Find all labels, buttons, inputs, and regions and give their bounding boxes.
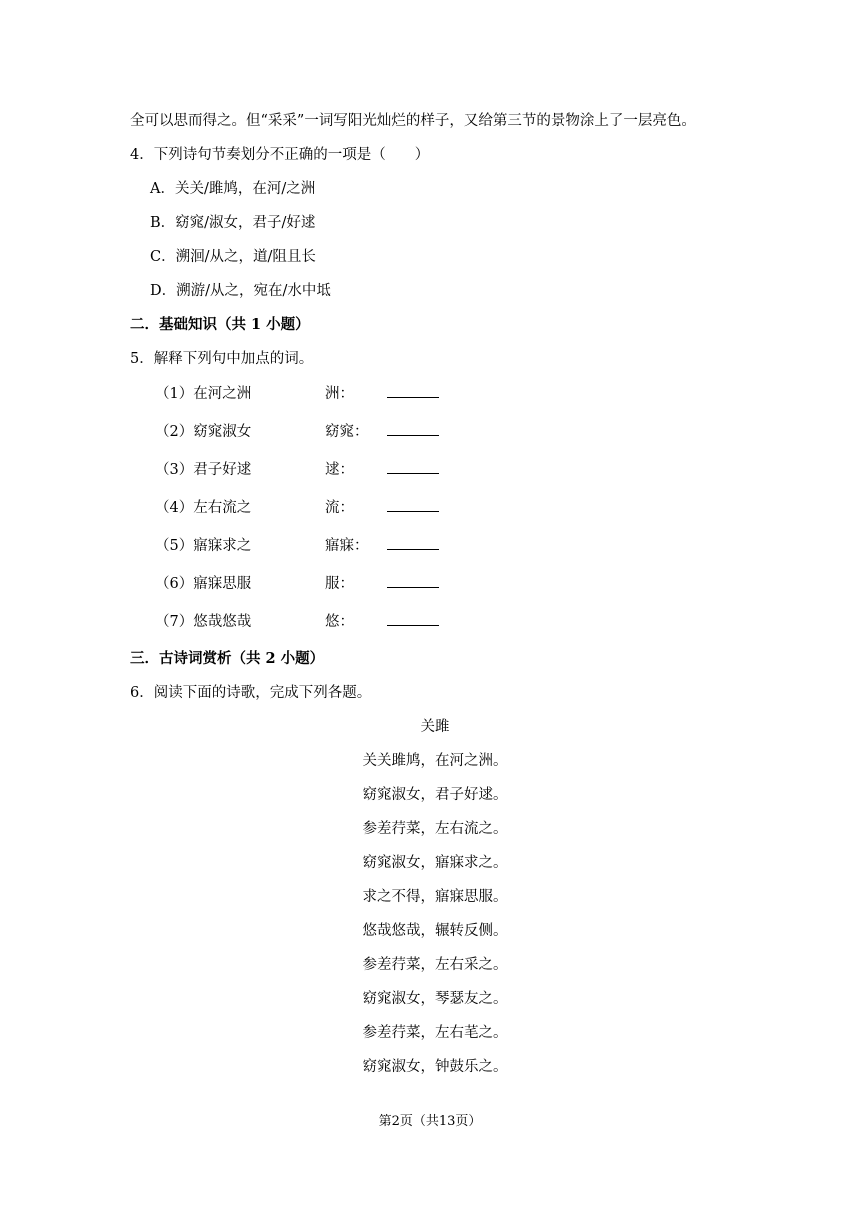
poem-line: 窈窕淑女，钟鼓乐之。 — [362, 1059, 508, 1075]
vocab-word: 悠： — [325, 614, 354, 630]
vocab-word: 逑： — [325, 462, 354, 478]
vocab-row-7 — [155, 611, 439, 632]
answer-blank — [387, 497, 439, 512]
vocab-phrase: （7）悠哉悠哉 — [155, 614, 252, 630]
section-2-title: 二．基础知识（共 1 小题） — [130, 316, 310, 333]
vocab-phrase: （4）左右流之 — [155, 500, 252, 516]
vocab-phrase: （5）寤寐求之 — [155, 538, 252, 554]
section-3-title: 三．古诗词赏析（共 2 小题） — [130, 650, 325, 667]
vocab-word: 寤寐： — [325, 538, 369, 554]
poem-title: 关雎 — [420, 719, 450, 735]
poem-line: 关关雎鸠，在河之洲。 — [362, 753, 508, 769]
vocab-word: 洲： — [325, 386, 354, 402]
question-4-option-d: D．溯游/从之，宛在/水中坻 — [150, 283, 331, 299]
vocab-phrase: （6）寤寐思服 — [155, 576, 252, 592]
poem-line: 求之不得，寤寐思服。 — [362, 889, 508, 905]
vocab-word: 服： — [325, 576, 354, 592]
question-5-stem: 5．解释下列句中加点的词。 — [130, 351, 314, 367]
question-4-option-a: A．关关/雎鸠，在河/之洲 — [150, 181, 316, 197]
vocab-word: 流： — [325, 500, 354, 516]
question-6-stem: 6．阅读下面的诗歌，完成下列各题。 — [130, 685, 372, 701]
answer-blank — [387, 573, 439, 588]
poem-line: 窈窕淑女，君子好逑。 — [362, 787, 508, 803]
vocab-row-2 — [155, 421, 439, 442]
poem-line: 窈窕淑女，寤寐求之。 — [362, 855, 508, 871]
poem-line: 悠哉悠哉，辗转反侧。 — [362, 923, 508, 939]
answer-blank — [387, 611, 439, 626]
question-4-stem: 4．下列诗句节奏划分不正确的一项是（ ） — [130, 147, 430, 163]
vocab-phrase: （3）君子好逑 — [155, 462, 252, 478]
vocab-phrase: （2）窈窕淑女 — [155, 424, 252, 440]
poem-line: 参差荇菜，左右芼之。 — [362, 1025, 508, 1041]
vocab-row-3 — [155, 459, 439, 480]
vocab-row-6 — [155, 573, 439, 594]
poem-line: 窈窕淑女，琴瑟友之。 — [362, 991, 508, 1007]
vocab-word: 窈窕： — [325, 424, 369, 440]
vocab-row-1 — [155, 383, 439, 404]
answer-blank — [387, 459, 439, 474]
answer-blank — [387, 535, 439, 550]
poem-line: 参差荇菜，左右采之。 — [362, 957, 508, 973]
question-4-option-b: B．窈窕/淑女，君子/好逑 — [150, 215, 316, 231]
question-4-option-c: C．溯洄/从之，道/阻且长 — [150, 249, 316, 265]
vocab-phrase: （1）在河之洲 — [155, 386, 252, 402]
vocab-row-4 — [155, 497, 439, 518]
page-footer: 第2页（共13页） — [378, 1114, 482, 1129]
intro-line: 全可以思而得之。但“采采”一词写阳光灿烂的样子，又给第三节的景物涂上了一层亮色。 — [130, 113, 696, 129]
vocab-row-5 — [155, 535, 439, 556]
answer-blank — [387, 421, 439, 436]
answer-blank — [387, 383, 439, 398]
poem-line: 参差荇菜，左右流之。 — [362, 821, 508, 837]
